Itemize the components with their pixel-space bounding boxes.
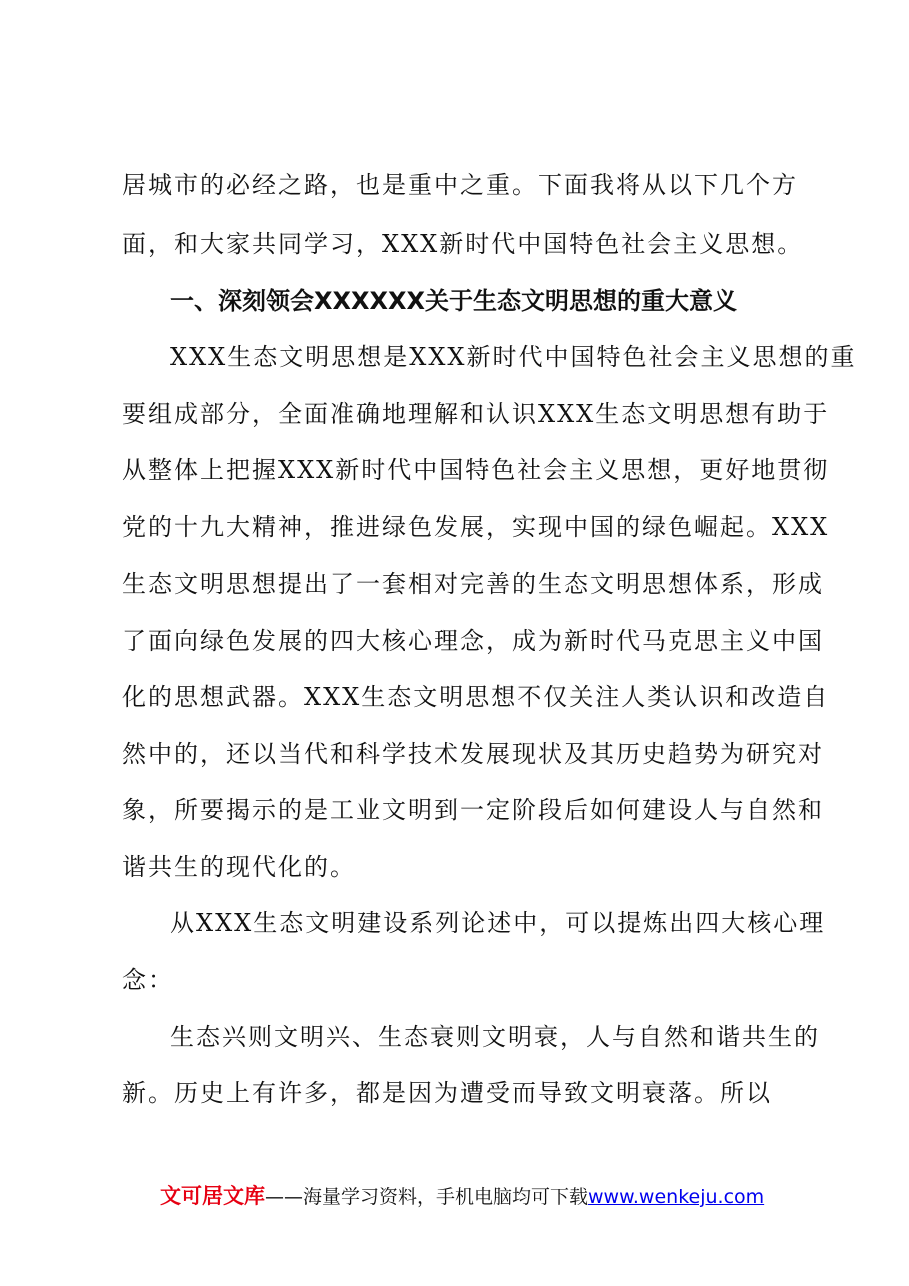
body-line: XXX生态文明思想是XXX新时代中国特色社会主义思想的重	[170, 343, 857, 371]
body-line: 了面向绿色发展的四大核心理念，成为新时代马克思主义中国	[122, 627, 824, 655]
body-line: 生态兴则文明兴、生态衰则文明衰，人与自然和谐共生的	[170, 1023, 820, 1051]
section-heading: 一、深刻领会XXXXXX关于生态文明思想的重大意义	[170, 287, 738, 315]
body-line: 化的思想武器。XXX生态文明思想不仅关注人类认识和改造自	[122, 683, 830, 711]
body-line: 新。历史上有许多，都是因为遭受而导致文明衰落。所以	[122, 1079, 772, 1107]
body-line: 从整体上把握XXX新时代中国特色社会主义思想，更好地贯彻	[122, 456, 830, 484]
footer-slogan: ——海量学习资料，手机电脑均可下载	[265, 1186, 589, 1208]
body-line: 谐共生的现代化的。	[122, 853, 356, 881]
footer-brand: 文可居文库	[160, 1184, 265, 1208]
body-line: 党的十九大精神，推进绿色发展，实现中国的绿色崛起。XXX	[122, 513, 830, 541]
body-line: 要组成部分，全面准确地理解和认识XXX生态文明思想有助于	[122, 400, 830, 428]
footer-banner	[160, 1182, 764, 1211]
body-line: 从XXX生态文明建设系列论述中，可以提炼出四大核心理	[170, 909, 826, 937]
footer-link[interactable]: www.wenkeju.com	[588, 1186, 765, 1208]
body-line: 面，和大家共同学习，XXX新时代中国特色社会主义思想。	[122, 230, 804, 258]
body-line: 居城市的必经之路，也是重中之重。下面我将从以下几个方	[122, 171, 798, 199]
body-line: 念：	[122, 966, 174, 994]
body-line: 然中的，还以当代和科学技术发展现状及其历史趋势为研究对	[122, 740, 824, 768]
body-line: 象，所要揭示的是工业文明到一定阶段后如何建设人与自然和	[122, 796, 824, 824]
body-line: 生态文明思想提出了一套相对完善的生态文明思想体系，形成	[122, 570, 824, 598]
